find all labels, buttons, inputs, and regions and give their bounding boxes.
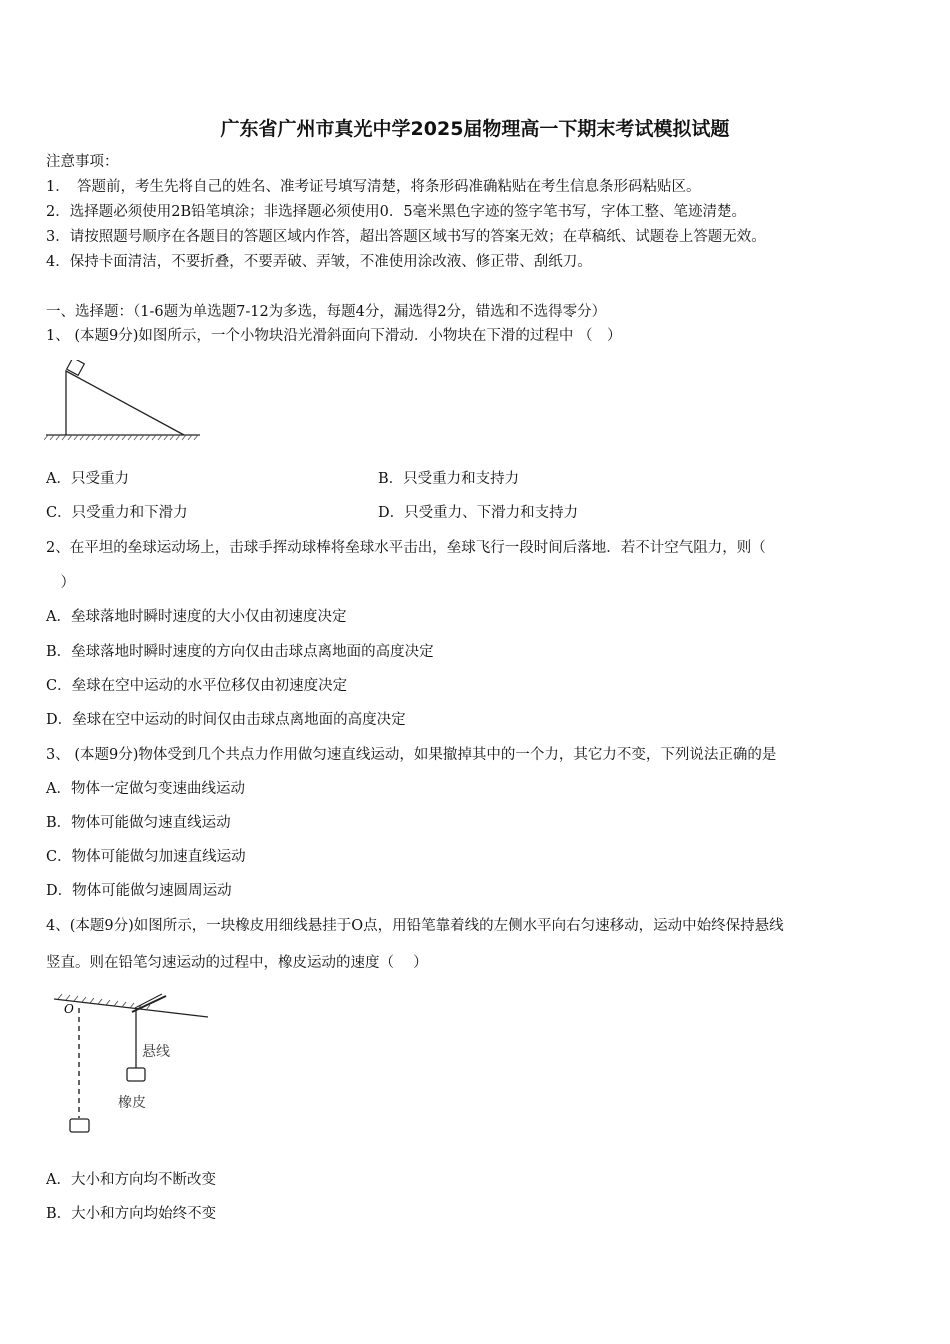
q2-stem: 2、在平坦的垒球运动场上，击球手挥动球棒将垒球水平击出，垒球飞行一段时间后落地．若不计空气阻力，则（ [46, 540, 766, 556]
q1-option-d[interactable]: D．只受重力、下滑力和支持力 [378, 505, 579, 521]
section-heading: 一、选择题：（1-6题为单选题7-12为多选，每题4分，漏选得2分，错选和不选得零分） [46, 304, 607, 320]
q2-stem-cont: ） [46, 575, 75, 591]
q1-option-b[interactable]: B．只受重力和支持力 [378, 471, 520, 487]
notice-item-3: 3．请按照题号顺序在各题目的答题区域内作答，超出答题区域书写的答案无效；在草稿纸、试题卷上答题无效。 [46, 229, 766, 245]
q4-stem: 4、(本题9分)如图所示，一块橡皮用细线悬挂于O点，用铅笔靠着线的左侧水平向右匀速移动，运动中始终保持悬线 [46, 918, 784, 934]
q2-option-d[interactable]: D．垒球在空中运动的时间仅由击球点离地面的高度决定 [46, 712, 406, 728]
q1-stem: 1、 (本题9分)如图所示，一个小物块沿光滑斜面向下滑动．小物块在下滑的过程中 （ ） [46, 328, 622, 344]
q3-option-b[interactable]: B．物体可能做匀速直线运动 [46, 815, 231, 831]
incline-figure [44, 360, 202, 442]
q2-option-c[interactable]: C．垒球在空中运动的水平位移仅由初速度决定 [46, 678, 348, 694]
q2-option-b[interactable]: B．垒球落地时瞬时速度的方向仅由击球点离地面的高度决定 [46, 644, 434, 660]
notice-item-2: 2．选择题必须使用2B铅笔填涂；非选择题必须使用0．5毫米黑色字迹的签字笔书写，字体工整、笔迹清楚。 [46, 204, 747, 220]
eraser-shape [127, 1068, 145, 1081]
eraser-initial [70, 1119, 89, 1132]
q1-option-a[interactable]: A．只受重力 [46, 471, 129, 487]
eraser-figure [50, 990, 212, 1142]
q3-option-a[interactable]: A．物体一定做匀变速曲线运动 [46, 781, 245, 797]
q3-option-c[interactable]: C．物体可能做匀加速直线运动 [46, 849, 246, 865]
q4-stem-cont: 竖直。则在铅笔匀速运动的过程中，橡皮运动的速度（ ） [46, 955, 428, 971]
fig-label-eraser: 橡皮 [118, 1095, 146, 1111]
notice-heading: 注意事项： [46, 154, 119, 170]
page-title: 广东省广州市真光中学2025届物理高一下期末考试模拟试题 [220, 118, 730, 140]
fig-label-thread: 悬线 [142, 1044, 170, 1060]
q1-option-c[interactable]: C．只受重力和下滑力 [46, 505, 188, 521]
q3-option-d[interactable]: D．物体可能做匀速圆周运动 [46, 883, 232, 899]
q2-option-a[interactable]: A．垒球落地时瞬时速度的大小仅由初速度决定 [46, 609, 347, 625]
notice-item-4: 4．保持卡面清洁，不要折叠，不要弄破、弄皱，不准使用涂改液、修正带、刮纸刀。 [46, 254, 592, 270]
q4-option-a[interactable]: A．大小和方向均不断改变 [46, 1172, 216, 1188]
q4-option-b[interactable]: B．大小和方向均始终不变 [46, 1206, 217, 1222]
fig-point-o: O [64, 1002, 74, 1016]
q3-stem: 3、 (本题9分)物体受到几个共点力作用做匀速直线运动，如果撤掉其中的一个力，其它力不变，下列说法正确的是 [46, 747, 777, 763]
notice-item-1: 1． 答题前，考生先将自己的姓名、准考证号填写清楚，将条形码准确粘贴在考生信息条形码粘贴区。 [46, 179, 701, 195]
